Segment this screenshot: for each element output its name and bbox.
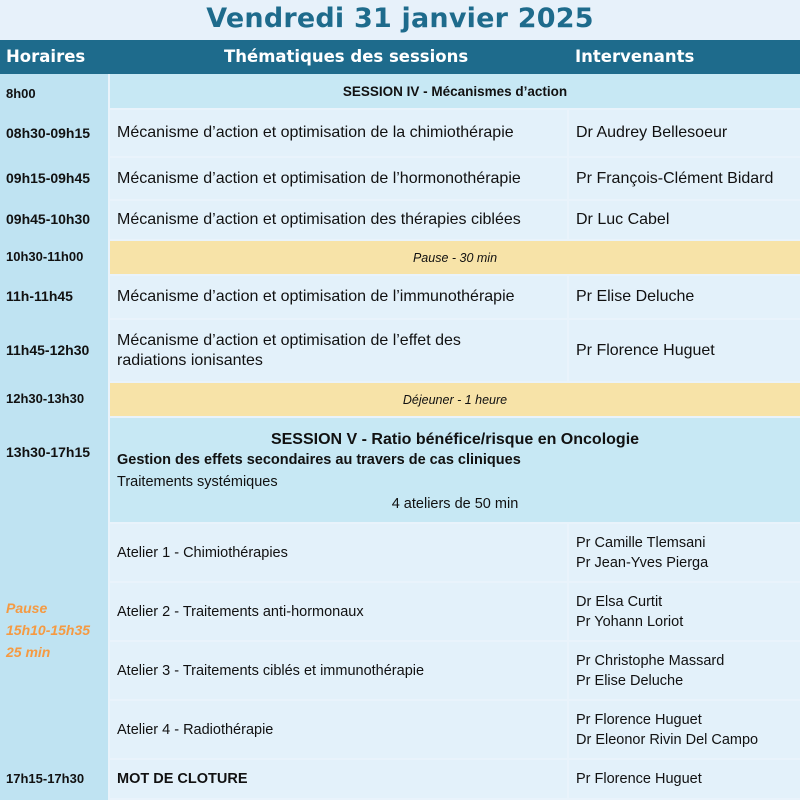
speaker-ciblees: Dr Luc Cabel bbox=[569, 201, 800, 239]
session-5-ateliers: 4 ateliers de 50 min bbox=[391, 496, 519, 512]
topic-radiations: Mécanisme d’action et optimisation de l’effet des radiations ionisantes bbox=[110, 320, 567, 381]
workshop-2: Atelier 2 - Traitements anti-hormonaux bbox=[110, 583, 567, 640]
speaker-immuno: Pr Elise Deluche bbox=[569, 276, 800, 318]
pause-afternoon-note: Pause 15h10-15h35 25 min bbox=[6, 600, 91, 660]
time-slot-4: 11h-11h45 bbox=[6, 288, 73, 304]
workshop-3-speakers: Pr Christophe Massard Pr Elise Deluche bbox=[569, 642, 800, 699]
session-5-type: Traitements systémiques bbox=[117, 474, 278, 490]
session-5-subtitle: Gestion des effets secondaires au travers de cas cliniques bbox=[117, 452, 521, 468]
time-session5: 13h30-17h15 bbox=[6, 444, 91, 460]
page-title: Vendredi 31 janvier 2025 bbox=[0, 0, 800, 40]
speaker-chimio: Dr Audrey Bellesoeur bbox=[569, 110, 800, 156]
closing-speaker: Pr Florence Huguet bbox=[569, 760, 800, 798]
speaker-radiations: Pr Florence Huguet bbox=[569, 320, 800, 381]
time-slot-5: 11h45-12h30 bbox=[6, 342, 90, 358]
topic-immuno: Mécanisme d’action et optimisation de l’immunothérapie bbox=[110, 276, 567, 318]
topic-ciblees: Mécanisme d’action et optimisation des thérapies ciblées bbox=[110, 201, 567, 239]
session-5-title: SESSION V - Ratio bénéfice/risque en Oncologie bbox=[270, 431, 640, 448]
header-thematiques: Thématiques des sessions bbox=[224, 47, 469, 66]
topic-hormono: Mécanisme d’action et optimisation de l’hormonothérapie bbox=[110, 158, 567, 199]
session-5-block bbox=[110, 418, 800, 522]
workshop-1-speakers: Pr Camille Tlemsani Pr Jean-Yves Pierga bbox=[569, 524, 800, 581]
header-horaires: Horaires bbox=[6, 47, 86, 66]
workshop-3: Atelier 3 - Traitements ciblés et immunothérapie bbox=[110, 642, 567, 699]
time-slot-1: 08h30-09h15 bbox=[6, 125, 91, 141]
table-header bbox=[0, 40, 800, 74]
time-slot-3: 09h45-10h30 bbox=[6, 211, 91, 227]
lunch-break: Déjeuner - 1 heure bbox=[110, 383, 800, 416]
workshop-2-speakers: Dr Elsa Curtit Pr Yohann Loriot bbox=[569, 583, 800, 640]
time-8h00: 8h00 bbox=[6, 86, 36, 101]
time-lunch: 12h30-13h30 bbox=[6, 391, 85, 406]
pause-break: Pause - 30 min bbox=[110, 241, 800, 274]
header-intervenants: Intervenants bbox=[575, 47, 695, 66]
workshop-4: Atelier 4 - Radiothérapie bbox=[110, 701, 567, 758]
time-closing: 17h15-17h30 bbox=[6, 771, 85, 786]
time-pause: 10h30-11h00 bbox=[6, 249, 84, 264]
workshop-4-speakers: Pr Florence Huguet Dr Eleonor Rivin Del Campo bbox=[569, 701, 800, 758]
time-slot-2: 09h15-09h45 bbox=[6, 170, 91, 186]
workshop-1: Atelier 1 - Chimiothérapies bbox=[110, 524, 567, 581]
speaker-hormono: Pr François-Clément Bidard bbox=[569, 158, 800, 199]
closing-topic: MOT DE CLOTURE bbox=[110, 760, 567, 798]
topic-chimio: Mécanisme d’action et optimisation de la chimiothérapie bbox=[110, 110, 567, 156]
session-4-title: SESSION IV - Mécanismes d’action bbox=[110, 74, 800, 108]
